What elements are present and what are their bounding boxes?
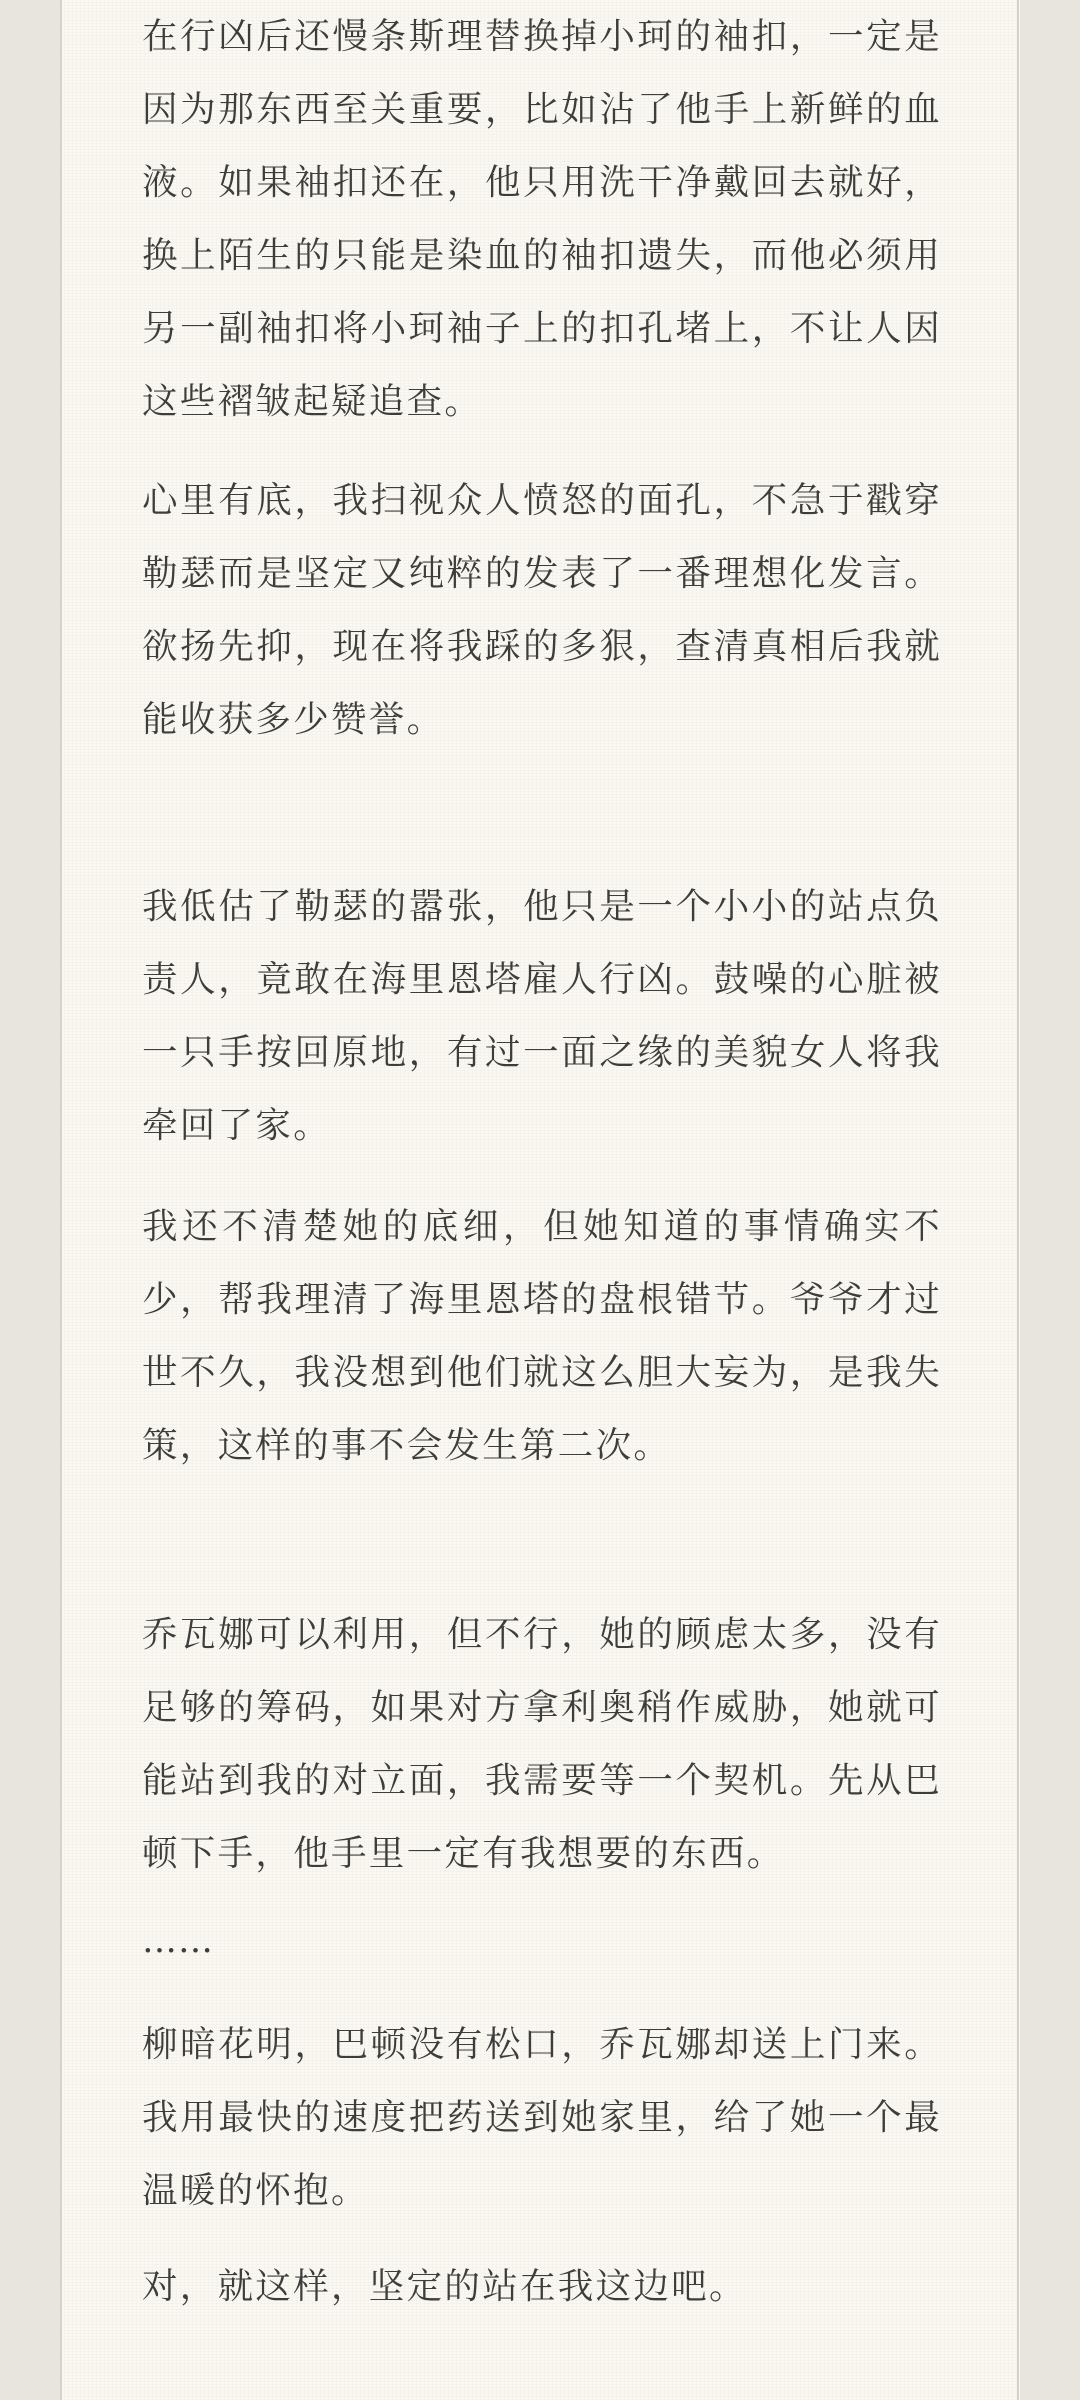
paragraph: 我还不清楚她的底细，但她知道的事情确实不少，帮我理清了海里恩塔的盘根错节。爷爷才过世不久，我没想到他们就这么胆大妄为，是我失策，这样的事不会发生第二次。	[142, 1206, 942, 1466]
paragraph: 我低估了勒瑟的嚣张，他只是一个小小的站点负责人，竟敢在海里恩塔雇人行凶。鼓噪的心脏被一只手按回原地，有过一面之缘的美貌女人将我牵回了家。	[142, 886, 942, 1146]
section-break-ellipsis: ……	[142, 1921, 214, 1961]
paragraph: 乔瓦娜可以利用，但不行，她的顾虑太多，没有足够的筹码，如果对方拿利奥稍作威胁，她就可能站到我的对立面，我需要等一个契机。先从巴顿下手，他手里一定有我想要的东西。	[142, 1614, 942, 1874]
left-margin-rule	[60, 0, 62, 2400]
paragraph: 心里有底，我扫视众人愤怒的面孔，不急于戳穿勒瑟而是坚定又纯粹的发表了一番理想化发言。欲扬先抑，现在将我踩的多狠，查清真相后我就能收获多少赞誉。	[142, 480, 942, 740]
paragraph: 柳暗花明，巴顿没有松口，乔瓦娜却送上门来。我用最快的速度把药送到她家里，给了她一个最温暖的怀抱。	[142, 2024, 942, 2211]
paragraph: 在行凶后还慢条斯理替换掉小珂的袖扣，一定是因为那东西至关重要，比如沾了他手上新鲜的血液。如果袖扣还在，他只用洗干净戴回去就好，换上陌生的只能是染血的袖扣遗失，而他必须用另一副袖扣将小珂袖子上的扣孔堵上，不让人因这些褶皱起疑追查。	[142, 16, 942, 422]
paragraph: 对，就这样，坚定的站在我这边吧。	[142, 2266, 747, 2307]
right-margin-rule	[1017, 0, 1019, 2400]
